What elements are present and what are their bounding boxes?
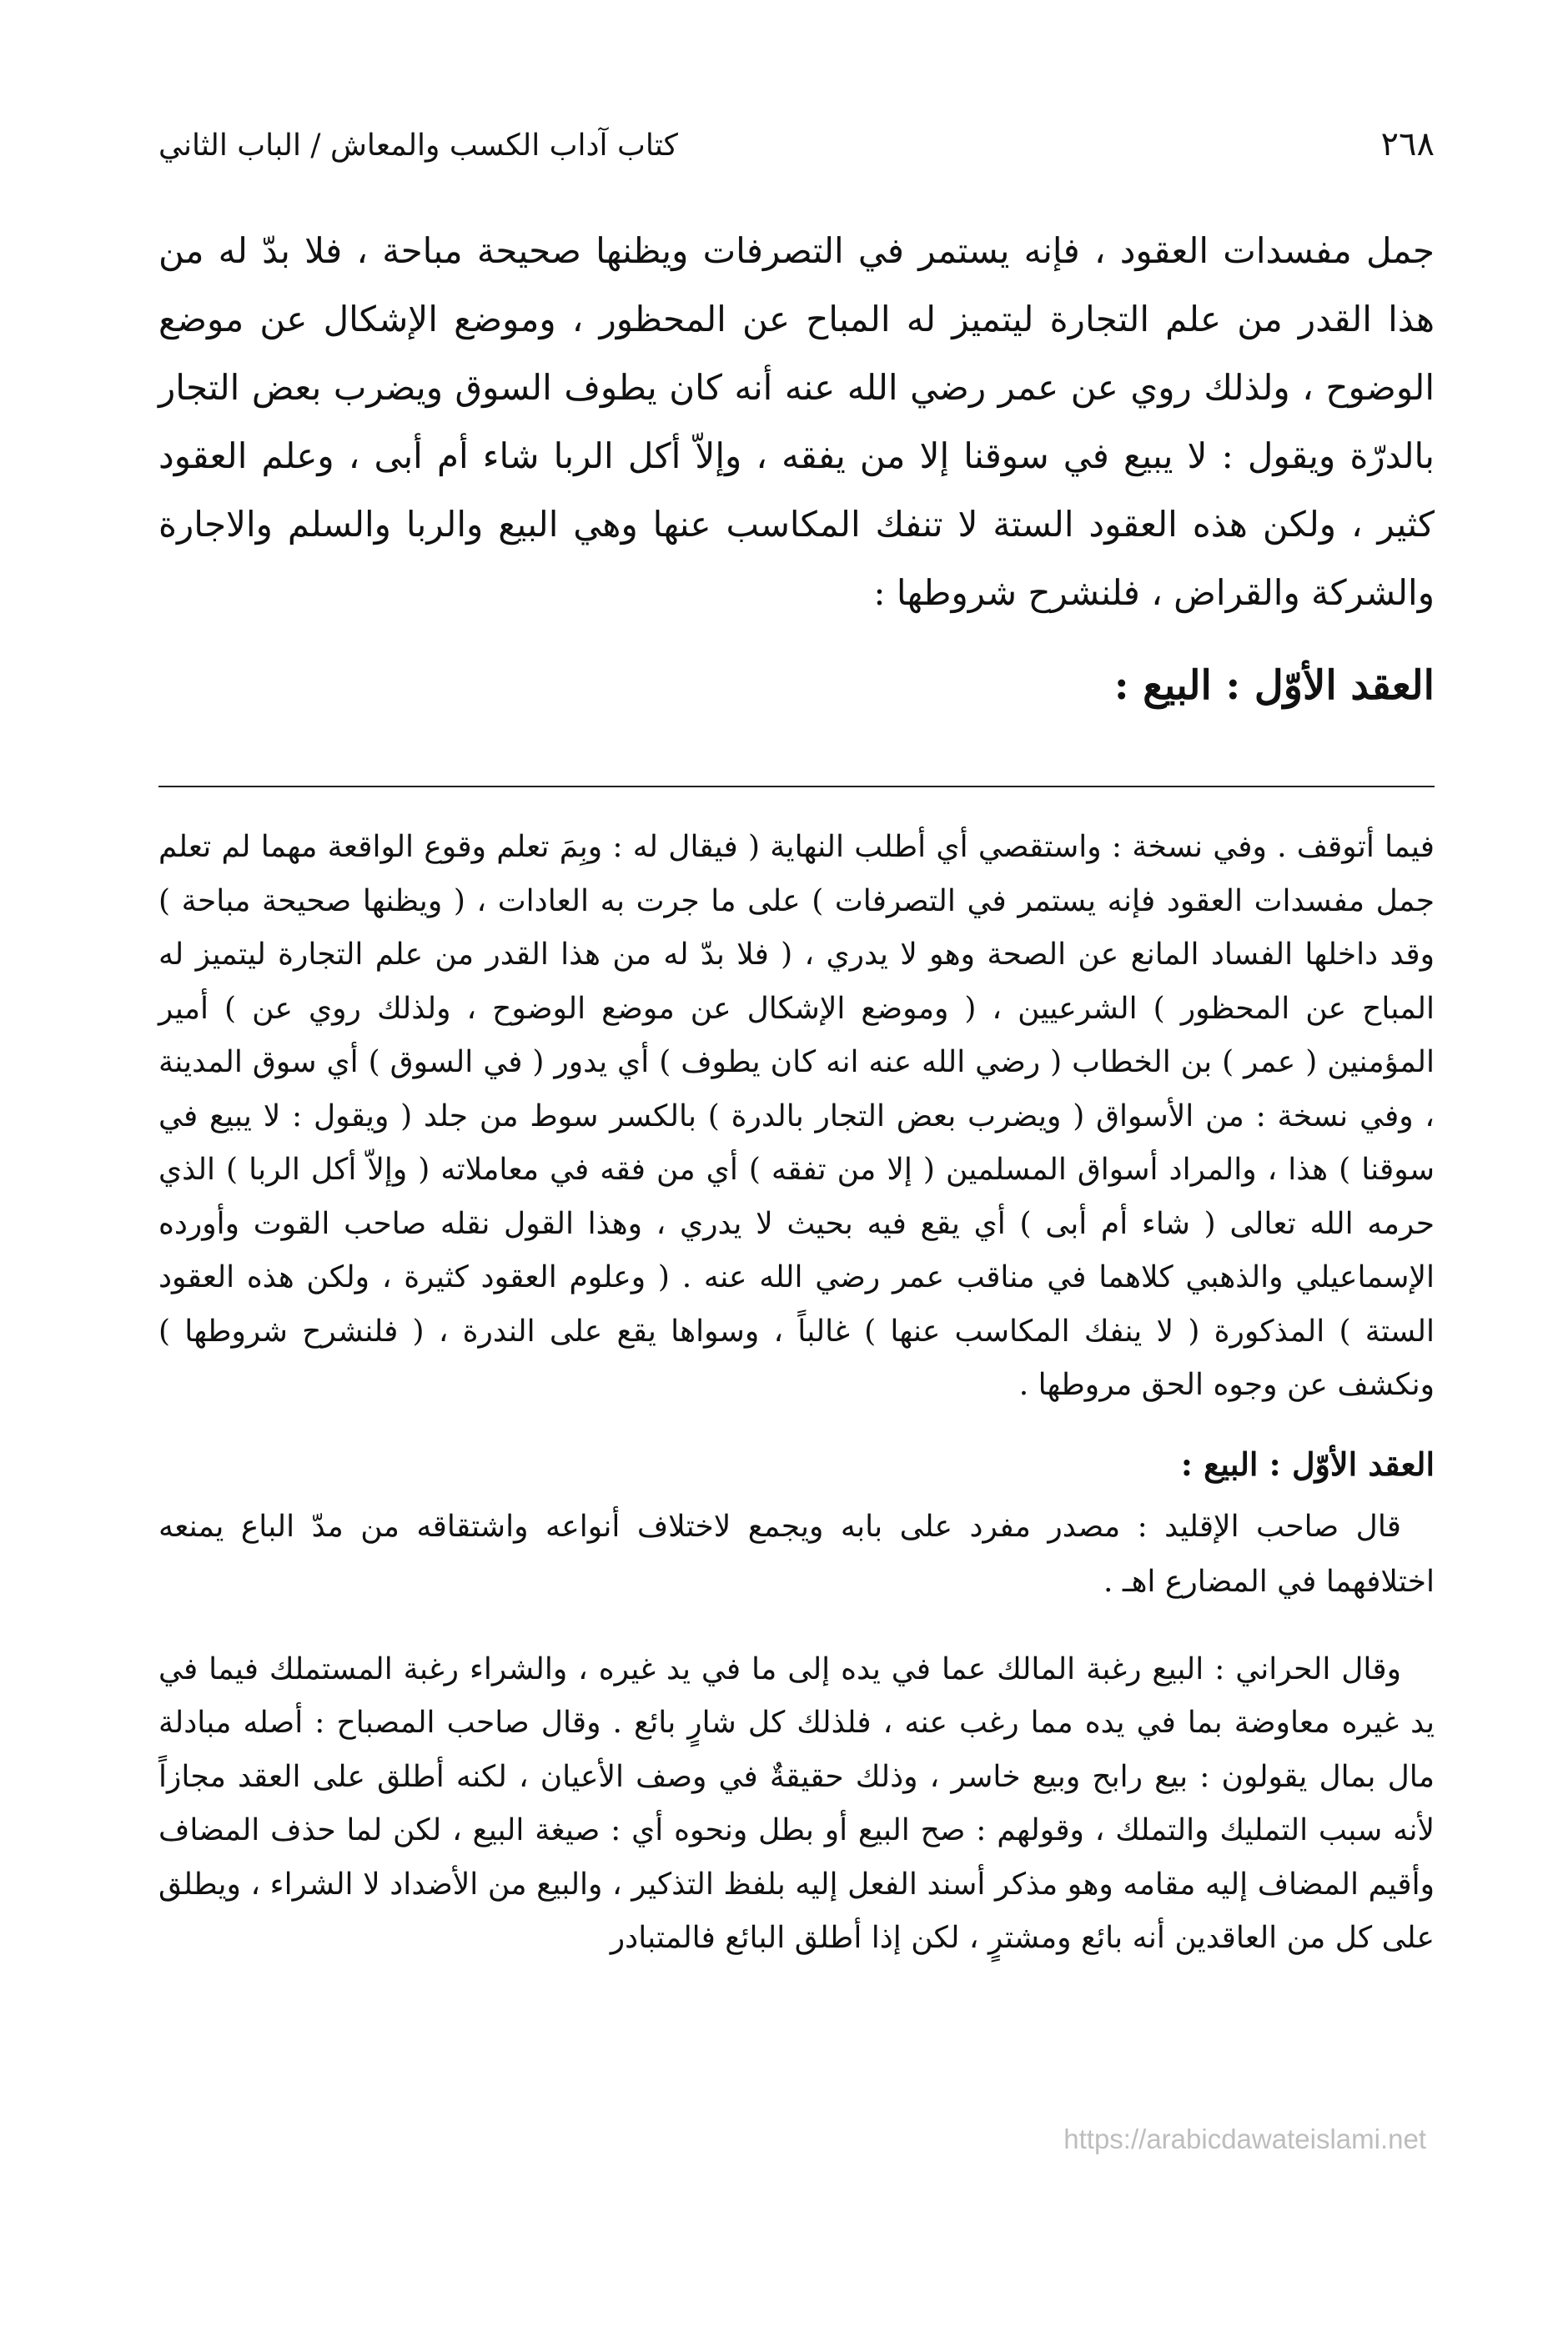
commentary-quote-harrani: وقال الحراني : البيع رغبة المالك عما في يده إلى ما في يد غيره ، والشراء رغبة المستملك فيما في يد غيره معاوضة بما في يده مما رغب عنه ، فلذلك كل شارٍ بائع . وقال صاحب المصباح : أصله مبادلة مال بمال يقولون : بيع رابح وبيع خاسر ، وذلك حقيقةٌ في وصف الأعيان ، لكنه أطلق على العقد مجازاً لأنه سبب التمليك والتملك ، وقولهم : صح البيع أو بطل ونحوه أي : صيغة البيع ، لكن لما حذف المضاف وأقيم المضاف إليه مقامه وهو مذكر أسند الفعل إليه بلفظ التذكير ، والبيع من الأضداد لا الشراء ، ويطلق على كل من العاقدين أنه بائع ومشترٍ ، لكن إذا أطلق البائع فالمتبادر xyxy=(158,1651,1435,1955)
page-number: ٢٦٨ xyxy=(1380,125,1435,163)
commentary-sub-heading: العقد الأوّل : البيع : xyxy=(1180,1445,1435,1483)
book-page xyxy=(158,125,1435,2260)
page-header xyxy=(158,125,1435,183)
watermark-url: https://arabicdawateislami.net xyxy=(1063,2123,1426,2154)
footnote-separator xyxy=(158,786,1435,787)
commentary-block xyxy=(158,821,1435,1413)
section-heading: العقد الأوّل : البيع : xyxy=(1113,662,1435,709)
running-title: كتاب آداب الكسب والمعاش / الباب الثاني xyxy=(158,128,678,163)
main-text-paragraph: جمل مفسدات العقود ، فإنه يستمر في التصرفات ويظنها صحيحة مباحة ، فلا بدّ له من هذا القدر من علم التجارة ليتميز له المباح عن المحظور ، وموضع الإشكال عن موضع الوضوح ، ولذلك روي عن عمر رضي الله عنه أنه كان يطوف السوق ويضرب بعض التجار بالدرّة ويقول : لا يبيع في سوقنا إلا من يفقه ، وإلاّ أكل الربا شاء أم أبى ، وعلم العقود كثير ، ولكن هذه العقود الستة لا تنفك المكاسب عنها وهي البيع والربا والسلم والاجارة والشركة والقراض ، فلنشرح شروطها : xyxy=(158,230,1435,613)
commentary-quote-iqlid: قال صاحب الإقليد : مصدر مفرد على بابه ويجمع لاختلاف أنواعه واشتقاقه من مدّ الباع يمنعه اختلافهما في المضارع اهـ . xyxy=(158,1509,1435,1599)
commentary-paragraph: فيما أتوقف . وفي نسخة : واستقصي أي أطلب النهاية ( فيقال له : وبِمَ تعلم وقوع الواقعة مهما لم تعلم جمل مفسدات العقود فإنه يستمر في التصرفات ) على ما جرت به العادات ، ( ويظنها صحيحة مباحة ) وقد داخلها الفساد المانع عن الصحة وهو لا يدري ، ( فلا بدّ له من هذا القدر من علم التجارة ليتميز له المباح عن المحظور ) الشرعيين ، ( وموضع الإشكال عن موضع الوضوح ، ولذلك روي عن ) أمير المؤمنين ( عمر ) بن الخطاب ( رضي الله عنه انه كان يطوف ) أي يدور ( في السوق ) أي سوق المدينة ، وفي نسخة : من الأسواق ( ويضرب بعض التجار بالدرة ) بالكسر سوط من جلد ( ويقول : لا يبيع في سوقنا ) هذا ، والمراد أسواق المسلمين ( إلا من تفقه ) أي من فقه في معاملاته ( وإلاّ أكل الربا ) الذي حرمه الله تعالى ( شاء أم أبى ) أي يقع فيه بحيث لا يدري ، وهذا القول نقله صاحب القوت وأورده الإسماعيلي والذهبي كلاهما في مناقب عمر رضي الله عنه . ( وعلوم العقود كثيرة ، ولكن هذه العقود الستة ) المذكورة ( لا ينفك المكاسب عنها ) غالباً ، وسواها يقع على الندرة ، ( فلنشرح شروطها ) ونكشف عن وجوه الحق مروطها . xyxy=(158,830,1435,1402)
